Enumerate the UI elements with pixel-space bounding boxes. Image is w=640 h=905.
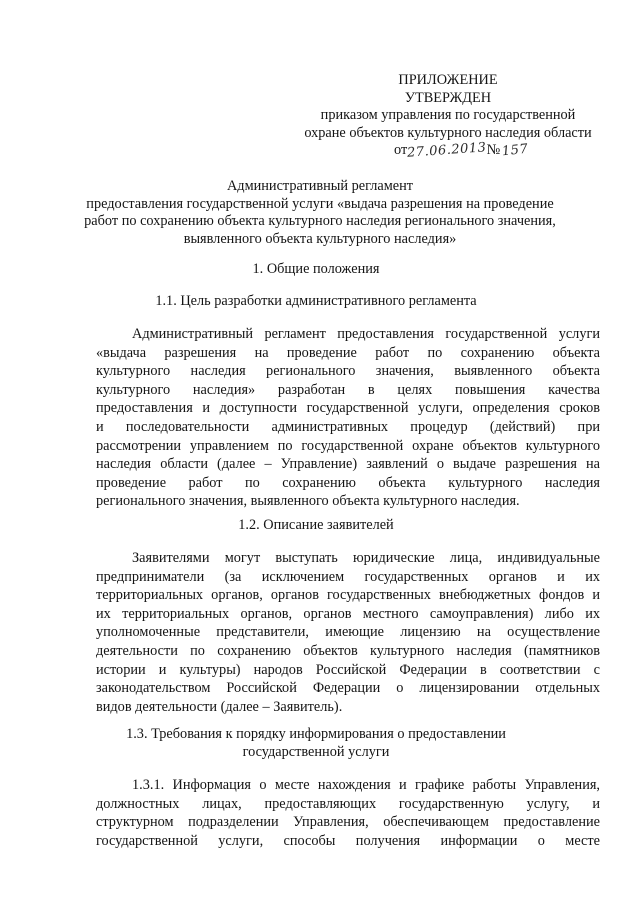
handwritten-date: 27.06.2013 [406, 140, 488, 161]
text-line: законодательством Российской Федерации о лицензировании отдельных [96, 680, 600, 697]
text-line: государственной услуги, способы получения информации о месте [96, 832, 600, 849]
text-line: и последовательности административных процедур (действий) при [96, 418, 600, 435]
text-line: культурного наследия» разработан в целях повышения качества [96, 381, 600, 398]
order-line-1: приказом управления по государственной [320, 107, 576, 123]
paragraph-information [96, 776, 600, 850]
approval-stamp-block [288, 72, 608, 162]
approved-label: УТВЕРЖДЕН [404, 89, 492, 106]
text-line: регионального значения, выявленного объекта культурного наследия. [96, 493, 520, 510]
section-heading-1: 1. Общие положения [252, 261, 380, 277]
text-line: истории и культуры) народов Российской Федерации в соответствии с [96, 661, 600, 678]
text-line: предоставления и доступности государственной услуги, определения сроков [96, 400, 600, 417]
section-heading-1-3-line-2: государственной услуги [242, 743, 390, 760]
order-date-number-line [288, 142, 608, 162]
text-line: предприниматели (за исключением государственных органов и их [96, 568, 600, 585]
text-line: проведение работ по сохранению объекта культурного наследия [96, 474, 600, 491]
text-line: Заявителями могут выступать юридические лица, индивидуальные [132, 550, 600, 566]
text-line: должностных лицах, предоставляющих государственную услугу, и [96, 795, 600, 812]
text-line: 1.3.1. Информация о месте нахождения и графике работы Управления, [132, 777, 600, 793]
text-line: культурного наследия регионального значения, выявленного объекта [96, 363, 600, 380]
section-heading-1-1: 1.1. Цель разработки административного регламента [155, 293, 477, 309]
title-line-2: предоставления государственной услуги «выдача разрешения на проведение [86, 195, 554, 212]
text-line: «выдача разрешения на проведение работ по сохранению объекта [96, 344, 600, 361]
text-line: Административный регламент предоставления государственной услуги [132, 326, 600, 342]
paragraph-applicants [96, 549, 600, 716]
text-line: структурном подразделении Управления, обеспечивающем предоставление [96, 814, 600, 831]
title-line-3: работ по сохранению объекта культурного наследия регионального значения, [84, 213, 556, 229]
order-line-2: охране объектов культурного наследия области [304, 124, 592, 141]
text-line: наследия области (далее – Управление) заявлений о выдаче разрешения на [96, 456, 600, 473]
title-line-1: Административный регламент [226, 178, 414, 194]
text-line: уполномоченные представители, имеющие лицензию на осуществление [96, 624, 600, 641]
section-heading-1-3-line-1: 1.3. Требования к порядку информирования о предоставлении [126, 726, 506, 742]
title-line-4: выявленного объекта культурного наследия» [183, 230, 457, 247]
appendix-label: ПРИЛОЖЕНИЕ [398, 72, 498, 88]
paragraph-purpose [96, 325, 600, 511]
section-heading-1-2: 1.2. Описание заявителей [238, 517, 394, 533]
text-line: рассмотрении управлением по государственной охране объектов культурного [96, 437, 600, 454]
handwritten-number: 157 [501, 141, 530, 160]
date-prefix: от [394, 142, 408, 158]
text-line: их территориальных органов, органов местного самоуправления) либо их [96, 605, 600, 622]
document-title [80, 178, 560, 248]
section-heading-1-3 [96, 726, 536, 761]
text-line: видов деятельности (далее – Заявитель). [96, 698, 343, 715]
text-line: территориальных органов, органов государственных внебюджетных фондов и [96, 587, 600, 604]
number-prefix: № [486, 142, 501, 158]
text-line: деятельности по сохранению объектов культурного наследия (памятников [96, 642, 600, 659]
